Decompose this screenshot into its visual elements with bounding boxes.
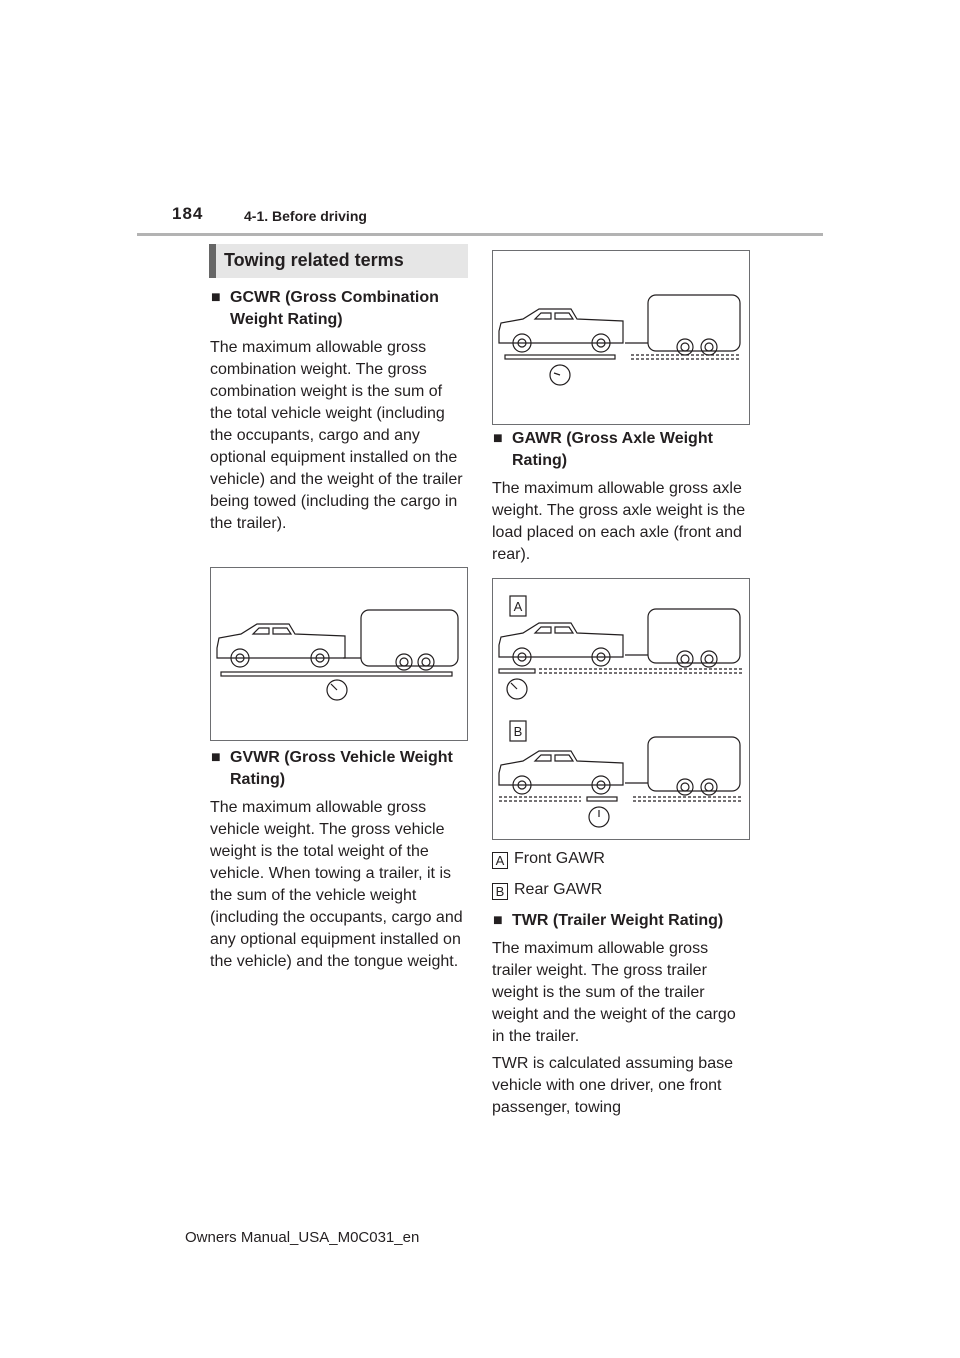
callout-row-b xyxy=(492,879,602,901)
gcwr-title: GCWR (Gross Combination Weight Rating) xyxy=(230,289,439,328)
gcwr-figure xyxy=(210,567,468,741)
callout-a-box: A xyxy=(492,852,508,869)
gcwr-term xyxy=(211,287,471,331)
gvwr-figure xyxy=(492,250,750,425)
bullet-square-icon: ■ xyxy=(493,912,503,929)
truck-shape xyxy=(217,624,345,658)
gcwr-illustration xyxy=(211,568,467,740)
heading-bar xyxy=(209,244,216,278)
page-number: 184 xyxy=(172,204,204,223)
gvwr-term xyxy=(211,747,471,791)
callout-b-text: Rear GAWR xyxy=(514,881,603,898)
gawr-body: The maximum allowable gross axle weight. The gross axle weight is the load placed on each axle (front and rear). xyxy=(492,480,746,563)
twr-body-1: The maximum allowable gross trailer weight. The gross trailer weight is the sum of the trailer weight and the weight of the cargo in the trailer. xyxy=(492,940,736,1045)
bullet-square-icon: ■ xyxy=(211,749,221,766)
section-heading-text: Towing related terms xyxy=(224,250,404,270)
twr-term xyxy=(493,910,753,932)
twr-body-2: TWR is calculated assuming base vehicle with one driver, one front passenger, towing xyxy=(492,1055,733,1116)
footer-text: Owners Manual_USA_M0C031_en xyxy=(185,1229,420,1246)
gawr-term xyxy=(493,428,753,472)
header-rule xyxy=(137,233,823,236)
gawr-illustration xyxy=(493,579,749,839)
gawr-title: GAWR (Gross Axle Weight Rating) xyxy=(512,430,713,469)
gvwr-illustration xyxy=(493,251,749,424)
gvwr-title: GVWR (Gross Vehicle Weight Rating) xyxy=(230,749,453,788)
callout-a-letter: A xyxy=(513,599,523,614)
callout-row-a xyxy=(492,848,605,870)
bullet-square-icon: ■ xyxy=(211,289,221,306)
callout-b-letter: B xyxy=(513,724,523,739)
section-title: 4-1. Before driving xyxy=(244,208,367,224)
bullet-square-icon: ■ xyxy=(493,430,503,447)
gvwr-body: The maximum allowable gross vehicle weight. The gross vehicle weight is the total weight of the vehicle. When towing a trailer, it is the sum of the vehicle weight (including the occupants, cargo and any optional equipment installed on the vehicle) and the tongue weight. xyxy=(210,799,463,970)
callout-b-box: B xyxy=(492,883,508,900)
twr-title: TWR (Trailer Weight Rating) xyxy=(512,912,724,929)
callout-a-text: Front GAWR xyxy=(514,850,605,867)
gcwr-body: The maximum allowable gross combination weight. The gross combination weight is the sum of the total vehicle weight (including the occupants, cargo and any optional equipment installed on the vehicle) and the weight of the trailer being towed (including the cargo in the trailer). xyxy=(210,339,463,532)
gawr-figure xyxy=(492,578,750,840)
section-heading xyxy=(209,244,468,278)
trailer-shape xyxy=(361,610,458,666)
